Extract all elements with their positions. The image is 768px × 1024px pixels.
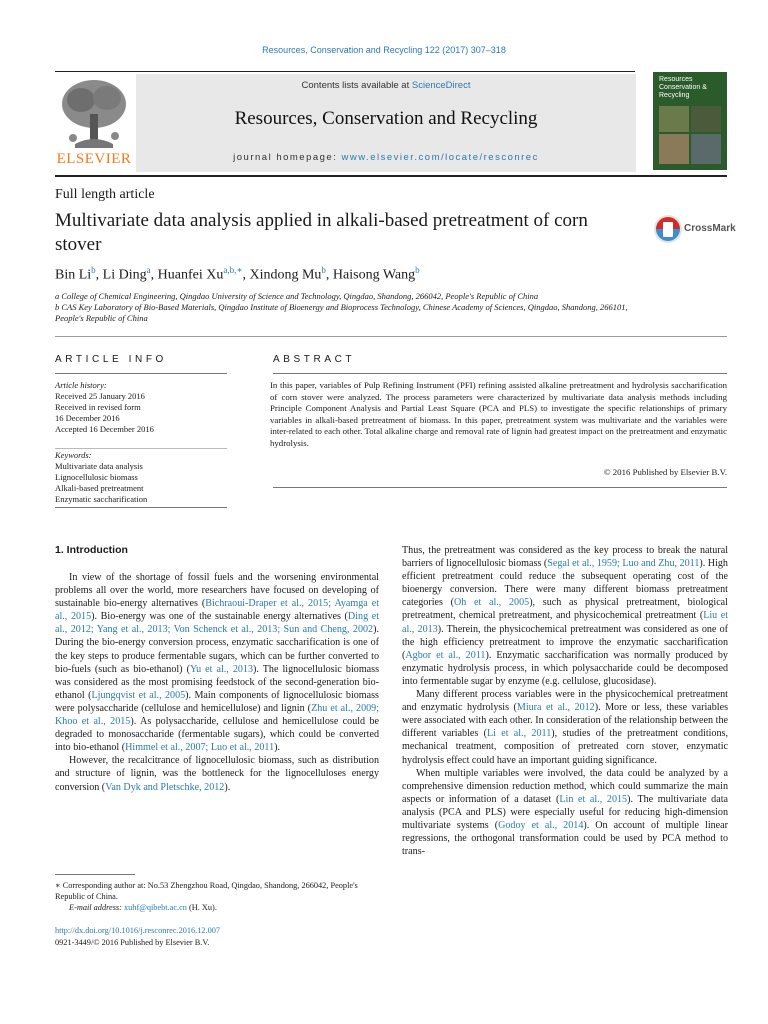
email-label: E-mail address: (69, 903, 124, 912)
body-text: When multiple variables were involved, the data could be analyzed by a comprehensive dimension reduction method, which could summarize the main aspects or information of a dataset ( (402, 767, 728, 805)
keyword-item: Lignocellulosic biomass (55, 472, 138, 482)
author-name[interactable]: Huanfei Xu (157, 267, 224, 283)
crossmark-icon (653, 214, 683, 244)
body-paragraph (402, 688, 728, 767)
journal-citation[interactable]: Resources, Conservation and Recycling 122 (2017) 307–318 (262, 45, 506, 55)
article-info-rule (55, 373, 227, 374)
article-type: Full length article (55, 187, 155, 202)
abstract-text: In this paper, variables of Pulp Refining Instrument (PFI) refining assisted alkaline pretreatment and hydrolysis saccharification of corn stover were analyzed. The process parameters were characterized by multivariate data analysis methods including Principle Component Analysis and Partial Least Square (PCA and PLS) to investigate the specific relationships of primary variables in alkali-based pretreatment of biomass. In this paper, pretreatment system was multivariate and the variables were inter-related to each other. Total alkaline charge and removal rate of lignin had greatest impact on the pretreatment and enzymatic hydrolysis. (270, 380, 727, 448)
affiliation-b: b CAS Key Laboratory of Bio-Based Materials, Qingdao Institute of Bioenergy and Bioprocess Technology, Chinese Academy of Sciences, Qingdao, Shandong, 266101, People's Republic of China (55, 302, 628, 323)
footnote-rule (55, 874, 135, 875)
body-text: ). (224, 781, 231, 793)
author-affiliation-marker[interactable]: b (321, 265, 326, 275)
crossmark-label: CrossMark (684, 223, 736, 234)
body-text: ). As polysaccharide, cellulose and hemicellulose could be degraded to monosaccharide (fermentable sugars), which could be converted into bio-ethanol ( (55, 716, 379, 754)
sciencedirect-link[interactable]: ScienceDirect (411, 80, 471, 91)
keywords-label: Keywords: (55, 450, 92, 460)
citation-link[interactable]: Van Dyk and Pletschke, 2012 (105, 781, 225, 793)
citation-link[interactable]: Bichraoui-Draper et al., 2015; Ayamga et al., 2015 (55, 598, 379, 623)
body-paragraph (55, 571, 379, 754)
keywords-rule (55, 448, 227, 449)
masthead-bottom-rule (55, 175, 727, 177)
article-info-bottom-rule (55, 507, 227, 508)
body-paragraph (402, 767, 728, 859)
body-text: ). Bio-energy was one of the sustainable energy alternatives ( (91, 611, 348, 623)
citation-link[interactable]: Segal et al., 1959; Luo and Zhu, 2011 (547, 558, 700, 570)
body-text: ). High efficient pretreatment could reduce the subsequent operating cost of the bioenergy conversion. There were many different biomass pretreatment categories ( (402, 558, 728, 609)
keywords-list (55, 450, 230, 505)
body-text: ). During the bio-energy conversion process, enzymatic saccharification is one of the key steps to produce fermentable sugars, which can be further converted to bio-fuels (such as bio-ethanol) ( (55, 624, 379, 675)
author-affiliation-marker[interactable]: a,b,∗ (223, 265, 243, 275)
body-column-left (55, 571, 379, 794)
cover-title: Resources Conservation & Recycling (659, 76, 707, 99)
author-name[interactable]: Li Ding (102, 267, 147, 283)
body-text: However, the recalcitrance of lignocellulosic biomass, such as distribution and structure of lignin, was the bottleneck for the lignocelluloses energy conversion ( (55, 755, 379, 793)
keyword-item: Enzymatic saccharification (55, 494, 148, 504)
email-line (55, 902, 385, 913)
abstract-copyright: © 2016 Published by Elsevier B.V. (603, 467, 727, 477)
body-column-right (402, 544, 728, 858)
article-title: Multivariate data analysis applied in alkali-based pretreatment of corn stover (55, 210, 588, 255)
corresponding-author-note: ∗ Corresponding author at: No.53 Zhengzhou Road, Qingdao, Shandong, 266042, People's Republic of China. (55, 881, 358, 901)
journal-title: Resources, Conservation and Recycling (234, 108, 538, 129)
homepage-link[interactable]: www.elsevier.com/locate/resconrec (341, 152, 539, 163)
elsevier-logo-text: ELSEVIER (56, 151, 132, 167)
article-history (55, 380, 230, 435)
affiliation-a: a College of Chemical Engineering, Qingdao University of Science and Technology, Qingdao, Shandong, 266042, People's Republic of China (55, 291, 539, 301)
citation-link[interactable]: Oh et al., 2005 (453, 597, 530, 609)
email-suffix: (H. Xu). (186, 903, 217, 912)
citation-link[interactable]: Yu et al., 2013 (189, 663, 254, 675)
body-text: Thus, the pretreatment was considered as the key process to break the natural barriers of lignocellulosic biomass ( (402, 545, 728, 570)
masthead-top-rule (55, 71, 635, 72)
homepage-prefix: journal homepage: (233, 152, 342, 163)
affiliation-rule (55, 336, 727, 337)
body-text: ). Enzymatic saccharification was normally produced by enzymatic hydrolysis process, in which polysaccharide could be decomposed into fermentable sugar by enzyme (e.g. cellulose, glucosidase). (402, 649, 728, 687)
author-name[interactable]: Bin Li (55, 267, 92, 283)
email-link[interactable]: xuhf@qibebt.ac.cn (124, 903, 187, 912)
author-affiliation-marker[interactable]: b (415, 265, 420, 275)
citation-link[interactable]: Himmel et al., 2007; Luo et al., 2011 (125, 742, 275, 754)
author-affiliation-marker[interactable]: b (91, 265, 96, 275)
body-text: ), studies of the pretreatment conditions, mechanical treatment, composition of pretreated corn stover, enzymatic hydrolysis effect could have an important guiding significance. (402, 728, 728, 766)
body-text: ). The lignocellulosic biomass was considered as the most promising feedstock of the second-generation bio-ethanol ( (55, 663, 380, 701)
body-text: ). Therein, the physicochemical pretreatment was considered as one of the high efficiency pretreatment to improve the enzymatic saccharification ( (402, 623, 729, 661)
corresponding-author-footnote (55, 880, 385, 913)
body-text: ). On account of multiple linear regressions, the orthogonal transformation could be used by PCA method to trans- (402, 819, 728, 858)
author-affiliation-marker[interactable]: a (146, 265, 151, 275)
journal-cover-thumbnail[interactable] (653, 72, 727, 170)
homepage-line (136, 152, 636, 163)
keyword-item: Multivariate data analysis (55, 461, 143, 471)
citation-link[interactable]: Miura et al., 2012 (516, 702, 595, 714)
section-heading-introduction: 1. Introduction (55, 544, 128, 556)
history-item: Received 25 January 2016 (55, 391, 145, 401)
contents-prefix: Contents lists available at (301, 80, 412, 91)
contents-line (136, 80, 636, 91)
body-text: In view of the shortage of fossil fuels and the worsening environmental problems all over the world, more researchers have focused on developing of sustainable bio-energy alternatives ( (55, 572, 379, 610)
article-info-heading: ARTICLE INFO (55, 354, 167, 365)
author-name[interactable]: Haisong Wang (332, 267, 416, 283)
body-paragraph (402, 544, 728, 688)
abstract-rule (273, 373, 727, 374)
citation-link[interactable]: Ljungqvist et al., 2005 (91, 689, 186, 701)
body-paragraph (55, 754, 379, 793)
history-item: Received in revised form (55, 402, 141, 412)
doi-link[interactable]: http://dx.doi.org/10.1016/j.resconrec.2016.12.007 (55, 926, 221, 935)
body-text: ), such as physical pretreatment, biological pretreatment, chemical pretreatment, and physicochemical pretreatment ( (402, 597, 728, 622)
citation-link[interactable]: Liu et al., 2013 (402, 610, 728, 635)
issn-line: 0921-3449/© 2016 Published by Elsevier B.V. (55, 938, 210, 947)
history-item: 16 December 2016 (55, 413, 120, 423)
author-list: Bin Li$^b$, Li Ding$^a$, Huanfei $Xu^{a,b,∗}$, Xindong Mu$^b$, Haisong Wang$^b$ (55, 265, 420, 283)
body-text: Many different process variables were in the physicochemical pretreatment and enzymatic hydrolysis ( (402, 689, 728, 714)
abstract-bottom-rule (273, 487, 727, 488)
history-label: Article history: (55, 380, 107, 390)
citation-link[interactable]: Ding et al., 2012; Yang et al., 2013; Von Schenck et al., 2013; Sun and Cheng, 2002 (55, 611, 380, 636)
abstract-heading: ABSTRACT (273, 354, 356, 365)
citation-link[interactable]: Zhu et al., 2009; Khoo et al., 2015 (55, 702, 380, 728)
body-text: ). More or less, these variables were associated with each other. In consideration of the relationship between the different variables ( (402, 702, 729, 740)
author-name[interactable]: Xindong Mu (249, 267, 322, 283)
body-text: ). (274, 742, 281, 754)
citation-link[interactable]: Agbor et al., 2011 (405, 649, 486, 661)
citation-link[interactable]: Godoy et al., 2014 (498, 819, 584, 831)
crossmark-badge[interactable] (653, 214, 736, 244)
history-item: Accepted 16 December 2016 (55, 424, 154, 434)
body-text: ). The multivariate data analysis (PCA and PLS) were especially useful for reducing high-dimension multivariate systems ( (402, 793, 728, 831)
keyword-item: Alkali-based pretreatment (55, 483, 144, 493)
citation-link[interactable]: Lin et al., 2015 (559, 793, 628, 805)
citation-link[interactable]: Li et al., 2011 (486, 728, 552, 740)
body-text: ). Main components of lignocellulosic biomass were polysaccharide (cellulose and hemicellulose) and lignin ( (55, 689, 379, 714)
